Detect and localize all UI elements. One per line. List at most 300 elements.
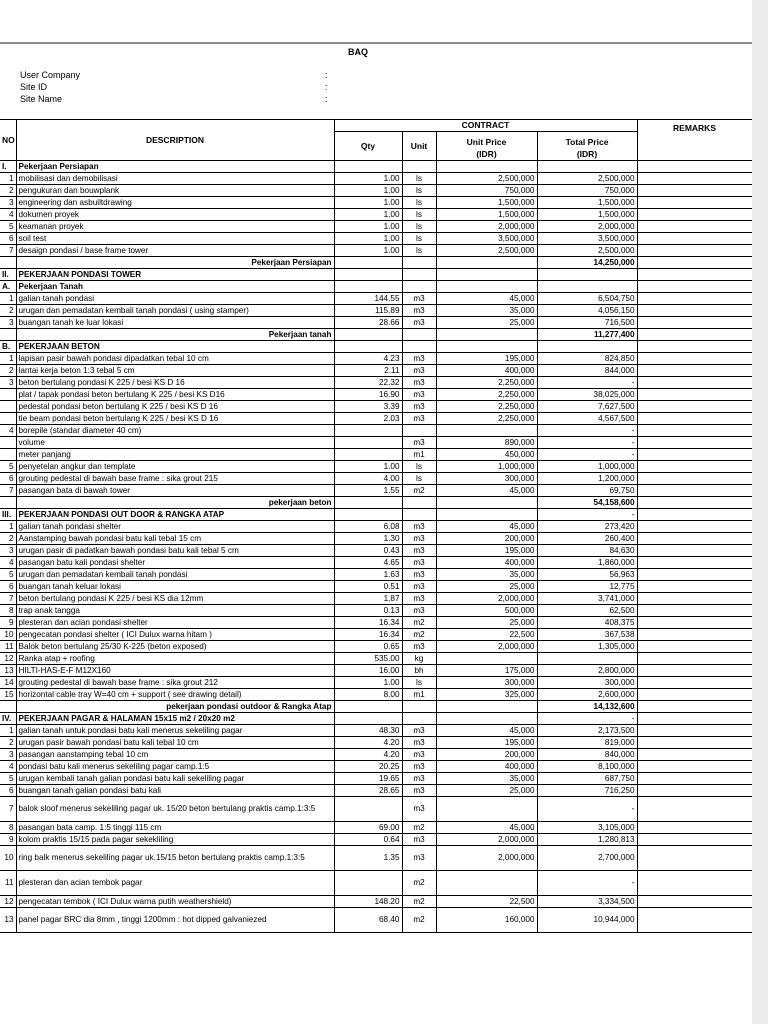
cell-total: - bbox=[537, 509, 637, 521]
cell-price: 200,000 bbox=[436, 749, 537, 761]
info-user-company: User Company bbox=[20, 70, 81, 80]
cell-qty bbox=[334, 701, 402, 713]
cell-total: 1,860,000 bbox=[537, 557, 637, 569]
cell-desc: engineering dan asbuiltdrawing bbox=[16, 197, 334, 209]
cell-desc: tie beam pondasi beton bertulang K 225 / besi KS D 16 bbox=[16, 413, 334, 425]
cell-total bbox=[537, 653, 637, 665]
cell-qty: 1.00 bbox=[334, 173, 402, 185]
cell-price: 25,000 bbox=[436, 785, 537, 797]
cell-remarks bbox=[637, 413, 752, 425]
cell-unit: m3 bbox=[402, 569, 436, 581]
cell-total: 69,750 bbox=[537, 485, 637, 497]
cell-no: 11 bbox=[0, 871, 16, 896]
cell-remarks bbox=[637, 485, 752, 497]
cell-desc: panel pagar BRC dia 8mm , tinggi 1200mm : hot dipped galvaniezed bbox=[16, 908, 334, 933]
item-row bbox=[0, 185, 752, 197]
cell-desc: urugan dan pemadatan kembali tanah pondasi ( using stamper) bbox=[16, 305, 334, 317]
cell-unit bbox=[402, 257, 436, 269]
info-user-company-sep: : bbox=[325, 70, 328, 80]
cell-total: - bbox=[537, 797, 637, 822]
cell-no bbox=[0, 437, 16, 449]
cell-desc: beton bertulang pondasi K 225 / besi KS dia 12mm bbox=[16, 593, 334, 605]
cell-qty: 148.20 bbox=[334, 896, 402, 908]
item-row bbox=[0, 353, 752, 365]
cell-total: 84,630 bbox=[537, 545, 637, 557]
cell-remarks bbox=[637, 233, 752, 245]
cell-desc: buangan tanah keluar lokasi bbox=[16, 581, 334, 593]
cell-unit: m2 bbox=[402, 617, 436, 629]
cell-price: 175,000 bbox=[436, 665, 537, 677]
item-row bbox=[0, 521, 752, 533]
cell-unit: m1 bbox=[402, 449, 436, 461]
cell-qty: 1.87 bbox=[334, 593, 402, 605]
cell-qty: 16.00 bbox=[334, 665, 402, 677]
cell-remarks bbox=[637, 257, 752, 269]
cell-qty: 1.00 bbox=[334, 197, 402, 209]
cell-price: 400,000 bbox=[436, 365, 537, 377]
item-row bbox=[0, 896, 752, 908]
item-row bbox=[0, 437, 752, 449]
cell-unit: m3 bbox=[402, 293, 436, 305]
cell-desc: borepile (standar diameter 40 cm) bbox=[16, 425, 334, 437]
cell-unit: ls bbox=[402, 197, 436, 209]
cell-desc: urugan dan pemadatan kembali tanah pondasi bbox=[16, 569, 334, 581]
cell-total: 1,305,000 bbox=[537, 641, 637, 653]
cell-unit: m2 bbox=[402, 629, 436, 641]
cell-qty: 1.00 bbox=[334, 209, 402, 221]
header-qty: Qty bbox=[334, 132, 402, 161]
cell-no: 5 bbox=[0, 773, 16, 785]
cell-unit: m2 bbox=[402, 485, 436, 497]
item-row bbox=[0, 569, 752, 581]
cell-unit: m1 bbox=[402, 689, 436, 701]
cell-unit: ls bbox=[402, 221, 436, 233]
cell-desc: ring balk menerus sekeliling pagar uk.15/15 beton bertulang praktis camp.1:3:5 bbox=[16, 846, 334, 871]
item-row bbox=[0, 908, 752, 933]
cell-qty: 16.34 bbox=[334, 617, 402, 629]
cell-price: 890,000 bbox=[436, 437, 537, 449]
section-row bbox=[0, 509, 752, 521]
cell-no bbox=[0, 401, 16, 413]
cell-qty: 16.34 bbox=[334, 629, 402, 641]
cell-qty: 1.00 bbox=[334, 233, 402, 245]
cell-desc: pasangan bata camp. 1:5 tinggi 115 cm bbox=[16, 822, 334, 834]
cell-total: 8,100,000 bbox=[537, 761, 637, 773]
cell-no: 9 bbox=[0, 617, 16, 629]
cell-total: 2,173,500 bbox=[537, 725, 637, 737]
cell-no: 3 bbox=[0, 197, 16, 209]
header-contract: CONTRACT bbox=[334, 120, 637, 132]
cell-price: 2,250,000 bbox=[436, 377, 537, 389]
cell-unit: m3 bbox=[402, 389, 436, 401]
item-row bbox=[0, 545, 752, 557]
cell-qty bbox=[334, 509, 402, 521]
cell-desc: kolom praktis 15/15 pada pagar sekekliling bbox=[16, 834, 334, 846]
header-remarks: REMARKS bbox=[637, 120, 752, 137]
cell-price: 2,000,000 bbox=[436, 641, 537, 653]
item-row bbox=[0, 617, 752, 629]
cell-desc: Ranka atap + roofing bbox=[16, 653, 334, 665]
cell-qty bbox=[334, 497, 402, 509]
cell-no: 1 bbox=[0, 353, 16, 365]
cell-remarks bbox=[637, 329, 752, 341]
cell-remarks bbox=[637, 497, 752, 509]
cell-remarks bbox=[637, 197, 752, 209]
cell-unit: m3 bbox=[402, 353, 436, 365]
cell-qty: 1.00 bbox=[334, 221, 402, 233]
cell-total: 14,132,600 bbox=[537, 701, 637, 713]
cell-unit bbox=[402, 497, 436, 509]
info-site-name-sep: : bbox=[325, 94, 328, 104]
cell-qty bbox=[334, 437, 402, 449]
cell-price bbox=[436, 329, 537, 341]
cell-no: A. bbox=[0, 281, 16, 293]
item-row bbox=[0, 365, 752, 377]
cell-unit: ls bbox=[402, 245, 436, 257]
item-row bbox=[0, 173, 752, 185]
cell-desc: PEKERJAAN PONDASI TOWER bbox=[16, 269, 334, 281]
cell-unit: ls bbox=[402, 677, 436, 689]
cell-price bbox=[436, 257, 537, 269]
cell-remarks bbox=[637, 161, 752, 173]
cell-unit bbox=[402, 329, 436, 341]
cell-total: 367,538 bbox=[537, 629, 637, 641]
cell-no: 7 bbox=[0, 797, 16, 822]
cell-no: 5 bbox=[0, 569, 16, 581]
cell-qty: 0.64 bbox=[334, 834, 402, 846]
cell-qty bbox=[334, 269, 402, 281]
cell-price: 1,000,000 bbox=[436, 461, 537, 473]
cell-unit: ls bbox=[402, 233, 436, 245]
cell-unit: m3 bbox=[402, 305, 436, 317]
cell-unit: m3 bbox=[402, 557, 436, 569]
cell-total: 10,944,000 bbox=[537, 908, 637, 933]
cell-no: 15 bbox=[0, 689, 16, 701]
cell-unit: m3 bbox=[402, 846, 436, 871]
cell-desc: Pekerjaan Tanah bbox=[16, 281, 334, 293]
cell-price: 35,000 bbox=[436, 569, 537, 581]
cell-remarks bbox=[637, 677, 752, 689]
cell-qty: 22.32 bbox=[334, 377, 402, 389]
cell-no: 7 bbox=[0, 245, 16, 257]
cell-desc: urugan kembali tanah galian pondasi batu kali sekeliling pagar bbox=[16, 773, 334, 785]
cell-remarks bbox=[637, 173, 752, 185]
cell-total: 3,334,500 bbox=[537, 896, 637, 908]
cell-no: 7 bbox=[0, 593, 16, 605]
cell-total: 2,600,000 bbox=[537, 689, 637, 701]
cell-unit: ls bbox=[402, 185, 436, 197]
cell-qty: 6.08 bbox=[334, 521, 402, 533]
cell-remarks bbox=[637, 896, 752, 908]
cell-total: 56,963 bbox=[537, 569, 637, 581]
cell-remarks bbox=[637, 629, 752, 641]
cell-remarks bbox=[637, 389, 752, 401]
cell-price: 45,000 bbox=[436, 725, 537, 737]
item-row bbox=[0, 233, 752, 245]
cell-desc: pasangan batu kali pondasi shelter bbox=[16, 557, 334, 569]
cell-qty: 0.43 bbox=[334, 545, 402, 557]
cell-no: 1 bbox=[0, 173, 16, 185]
cell-unit: m2 bbox=[402, 908, 436, 933]
cell-desc: pedestal pondasi beton bertulang K 225 / besi KS D 16 bbox=[16, 401, 334, 413]
cell-total: 273,420 bbox=[537, 521, 637, 533]
cell-price: 1,500,000 bbox=[436, 197, 537, 209]
cell-remarks bbox=[637, 713, 752, 725]
cell-no: 7 bbox=[0, 485, 16, 497]
cell-price bbox=[436, 269, 537, 281]
item-row bbox=[0, 317, 752, 329]
cell-qty: 144.55 bbox=[334, 293, 402, 305]
cell-price bbox=[436, 797, 537, 822]
subtotal-row bbox=[0, 701, 752, 713]
cell-qty: 1.35 bbox=[334, 846, 402, 871]
cell-remarks bbox=[637, 773, 752, 785]
cell-no: 4 bbox=[0, 761, 16, 773]
cell-remarks bbox=[637, 737, 752, 749]
cell-price: 35,000 bbox=[436, 305, 537, 317]
cell-no: 1 bbox=[0, 725, 16, 737]
cell-desc: horizontal cable tray W=40 cm + support ( see drawing detail) bbox=[16, 689, 334, 701]
cell-no: 6 bbox=[0, 785, 16, 797]
cell-qty: 1.00 bbox=[334, 677, 402, 689]
item-row bbox=[0, 221, 752, 233]
cell-total: 3,105,000 bbox=[537, 822, 637, 834]
item-row bbox=[0, 737, 752, 749]
cell-no: III. bbox=[0, 509, 16, 521]
cell-qty bbox=[334, 449, 402, 461]
cell-desc: buangan tanah ke luar lokasi bbox=[16, 317, 334, 329]
cell-total: 687,750 bbox=[537, 773, 637, 785]
cell-qty bbox=[334, 329, 402, 341]
cell-desc: Pekerjaan Persiapan bbox=[16, 161, 334, 173]
cell-price: 300,000 bbox=[436, 473, 537, 485]
cell-no: 2 bbox=[0, 365, 16, 377]
cell-total: - bbox=[537, 871, 637, 896]
cell-remarks bbox=[637, 377, 752, 389]
item-row bbox=[0, 449, 752, 461]
cell-desc: pekerjaan beton bbox=[16, 497, 334, 509]
cell-no: 4 bbox=[0, 557, 16, 569]
item-row bbox=[0, 846, 752, 871]
cell-total: - bbox=[537, 425, 637, 437]
cell-remarks bbox=[637, 185, 752, 197]
cell-remarks bbox=[637, 689, 752, 701]
cell-remarks bbox=[637, 797, 752, 822]
item-row bbox=[0, 761, 752, 773]
cell-total: 824,850 bbox=[537, 353, 637, 365]
cell-remarks bbox=[637, 665, 752, 677]
cell-total: 11,277,400 bbox=[537, 329, 637, 341]
header-unit-price-currency: (IDR) bbox=[476, 149, 497, 159]
item-row bbox=[0, 413, 752, 425]
cell-remarks bbox=[637, 569, 752, 581]
cell-total: 716,250 bbox=[537, 785, 637, 797]
cell-no: 14 bbox=[0, 677, 16, 689]
cell-unit: m3 bbox=[402, 605, 436, 617]
cell-total: 38,025,000 bbox=[537, 389, 637, 401]
item-row bbox=[0, 665, 752, 677]
cell-remarks bbox=[637, 341, 752, 353]
cell-desc: Balok beton bertulang 25/30 K-225 (beton exposed) bbox=[16, 641, 334, 653]
cell-unit: m3 bbox=[402, 317, 436, 329]
cell-total: 2,000,000 bbox=[537, 221, 637, 233]
cell-price: 500,000 bbox=[436, 605, 537, 617]
cell-price: 2,000,000 bbox=[436, 221, 537, 233]
section-row bbox=[0, 269, 752, 281]
cell-qty: 0.51 bbox=[334, 581, 402, 593]
cell-total bbox=[537, 161, 637, 173]
baq-table-body bbox=[0, 120, 752, 933]
cell-no bbox=[0, 329, 16, 341]
cell-no: 2 bbox=[0, 185, 16, 197]
cell-unit bbox=[402, 269, 436, 281]
cell-price: 45,000 bbox=[436, 822, 537, 834]
info-site-name: Site Name bbox=[20, 94, 63, 104]
item-row bbox=[0, 773, 752, 785]
header-description: DESCRIPTION bbox=[16, 120, 334, 161]
cell-qty: 4.00 bbox=[334, 473, 402, 485]
cell-qty: 4.20 bbox=[334, 737, 402, 749]
section-row bbox=[0, 161, 752, 173]
cell-total: 2,700,000 bbox=[537, 846, 637, 871]
document-title: BAQ bbox=[348, 47, 368, 57]
cell-qty: 4.65 bbox=[334, 557, 402, 569]
cell-no: 6 bbox=[0, 581, 16, 593]
item-row bbox=[0, 377, 752, 389]
cell-unit: m3 bbox=[402, 834, 436, 846]
cell-price: 45,000 bbox=[436, 293, 537, 305]
item-row bbox=[0, 822, 752, 834]
cell-total: 54,158,600 bbox=[537, 497, 637, 509]
cell-total bbox=[537, 281, 637, 293]
cell-qty bbox=[334, 161, 402, 173]
item-row bbox=[0, 293, 752, 305]
cell-no: 10 bbox=[0, 846, 16, 871]
cell-price: 35,000 bbox=[436, 773, 537, 785]
cell-no bbox=[0, 497, 16, 509]
cell-total: 3,500,000 bbox=[537, 233, 637, 245]
top-rule bbox=[0, 42, 752, 44]
cell-qty: 0.65 bbox=[334, 641, 402, 653]
cell-no: 6 bbox=[0, 233, 16, 245]
cell-remarks bbox=[637, 221, 752, 233]
cell-total: 1,500,000 bbox=[537, 209, 637, 221]
item-row bbox=[0, 689, 752, 701]
cell-unit: m3 bbox=[402, 593, 436, 605]
cell-price: 2,250,000 bbox=[436, 413, 537, 425]
cell-price: 22,500 bbox=[436, 896, 537, 908]
cell-remarks bbox=[637, 317, 752, 329]
cell-desc: PEKERJAAN PONDASI OUT DOOR & RANGKA ATAP bbox=[16, 509, 334, 521]
cell-remarks bbox=[637, 834, 752, 846]
cell-desc: Aanstamping bawah pondasi batu kali tebal 15 cm bbox=[16, 533, 334, 545]
item-row bbox=[0, 725, 752, 737]
cell-qty: 1.63 bbox=[334, 569, 402, 581]
cell-total: 260,400 bbox=[537, 533, 637, 545]
cell-total: 12,775 bbox=[537, 581, 637, 593]
cell-unit: bh bbox=[402, 665, 436, 677]
cell-desc: pengecatan tembok ( ICI Dulux warna putih weathershield) bbox=[16, 896, 334, 908]
item-row bbox=[0, 581, 752, 593]
cell-total: 2,500,000 bbox=[537, 173, 637, 185]
cell-total: 6,504,750 bbox=[537, 293, 637, 305]
cell-total: 1,200,000 bbox=[537, 473, 637, 485]
cell-qty: 535.00 bbox=[334, 653, 402, 665]
cell-no: 2 bbox=[0, 737, 16, 749]
cell-no: 3 bbox=[0, 749, 16, 761]
info-site-id-sep: : bbox=[325, 82, 328, 92]
cell-remarks bbox=[637, 653, 752, 665]
cell-remarks bbox=[637, 269, 752, 281]
cell-remarks bbox=[637, 605, 752, 617]
cell-total: 840,000 bbox=[537, 749, 637, 761]
cell-qty: 68.40 bbox=[334, 908, 402, 933]
cell-qty: 4.23 bbox=[334, 353, 402, 365]
cell-price: 2,250,000 bbox=[436, 401, 537, 413]
item-row bbox=[0, 401, 752, 413]
cell-remarks bbox=[637, 353, 752, 365]
cell-unit: m3 bbox=[402, 785, 436, 797]
cell-qty bbox=[334, 257, 402, 269]
cell-total: 408,375 bbox=[537, 617, 637, 629]
cell-no: B. bbox=[0, 341, 16, 353]
cell-desc: plat / tapak pondasi beton bertulang K 225 / besi KS D16 bbox=[16, 389, 334, 401]
info-site-id: Site ID bbox=[20, 82, 48, 92]
cell-desc: pengecatan pondasi shelter ( ICI Dulux warna hitam ) bbox=[16, 629, 334, 641]
cell-no: 12 bbox=[0, 896, 16, 908]
cell-total bbox=[537, 341, 637, 353]
cell-desc: urugan pasir di padatkan bawah pondasi batu kali tebal 5 cm bbox=[16, 545, 334, 557]
cell-qty: 28.66 bbox=[334, 317, 402, 329]
cell-unit: m3 bbox=[402, 377, 436, 389]
cell-no: 11 bbox=[0, 641, 16, 653]
cell-no: 3 bbox=[0, 377, 16, 389]
cell-no: IV. bbox=[0, 713, 16, 725]
cell-desc: grouting pedestal di bawah base frame : sika grout 212 bbox=[16, 677, 334, 689]
item-row bbox=[0, 425, 752, 437]
cell-no bbox=[0, 449, 16, 461]
cell-desc: keamanan proyek bbox=[16, 221, 334, 233]
item-row bbox=[0, 305, 752, 317]
cell-price: 400,000 bbox=[436, 761, 537, 773]
cell-remarks bbox=[637, 846, 752, 871]
cell-price: 400,000 bbox=[436, 557, 537, 569]
cell-desc: urugan pasir bawah pondasi batu kali tebal 10 cm bbox=[16, 737, 334, 749]
cell-total: 4,567,500 bbox=[537, 413, 637, 425]
header-no: NO bbox=[0, 120, 16, 161]
cell-no bbox=[0, 701, 16, 713]
cell-no: 3 bbox=[0, 545, 16, 557]
cell-price: 25,000 bbox=[436, 581, 537, 593]
cell-unit bbox=[402, 425, 436, 437]
cell-unit bbox=[402, 341, 436, 353]
cell-remarks bbox=[637, 401, 752, 413]
cell-total: - bbox=[537, 377, 637, 389]
cell-total: 1,500,000 bbox=[537, 197, 637, 209]
cell-desc: Pekerjaan tanah bbox=[16, 329, 334, 341]
cell-price: 22,500 bbox=[436, 629, 537, 641]
cell-total bbox=[537, 269, 637, 281]
cell-qty: 28.65 bbox=[334, 785, 402, 797]
cell-desc: beton bertulang pondasi K 225 / besi KS D 16 bbox=[16, 377, 334, 389]
cell-unit: ls bbox=[402, 209, 436, 221]
cell-total: 7,627,500 bbox=[537, 401, 637, 413]
cell-price: 160,000 bbox=[436, 908, 537, 933]
cell-remarks bbox=[637, 245, 752, 257]
item-row bbox=[0, 389, 752, 401]
cell-total: 750,000 bbox=[537, 185, 637, 197]
cell-qty: 1.00 bbox=[334, 185, 402, 197]
